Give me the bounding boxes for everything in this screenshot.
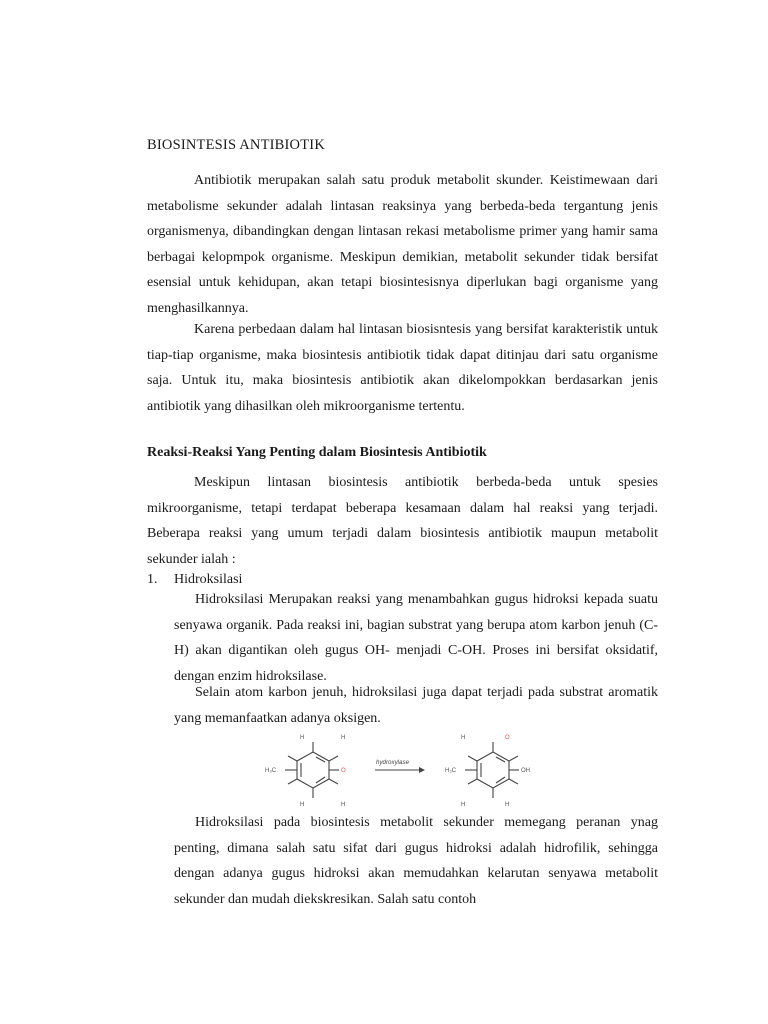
list-item-title: Hidroksilasi: [174, 572, 243, 587]
hydroxylation-paragraph-2: Selain atom karbon jenuh, hidroksilasi juga dapat terjadi pada substrat aromatik yang memanfaatkan adanya oksigen.: [174, 685, 658, 726]
product-atoms: [445, 735, 530, 808]
hydroxylation-paragraph-1: Hidroksilasi Merupakan reaksi yang menambahkan gugus hidroksi kepada suatu senyawa organik. Pada reaksi ini, bagian substrat yang berupa atom karbon jenuh (C-H) akan digantikan oleh gugus OH- menjadi C-OH. Proses ini bersifat oksidatif, dengan enzim hidroksilase.: [174, 592, 658, 684]
enzyme-label: hydroxylase: [376, 759, 410, 766]
product-h-bottom-right: H: [505, 802, 510, 808]
list-item-number: 1.: [147, 572, 158, 587]
reactant-benzene-ring: [285, 742, 339, 798]
reaction-arrow: [375, 759, 425, 773]
reactant-h-top-left: H: [300, 735, 305, 741]
product-benzene-ring: [465, 742, 519, 798]
reactant-h-top-right: H: [341, 735, 346, 741]
document-title: BIOSINTESIS ANTIBIOTIK: [147, 137, 325, 153]
section-heading: Reaksi-Reaksi Yang Penting dalam Biosintesis Antibiotik: [147, 445, 487, 460]
hydroxylation-reaction-diagram: [255, 730, 555, 810]
product-h-top-left: H: [461, 735, 466, 741]
reactant-atoms: [265, 735, 346, 808]
product-h-bottom-left: H: [461, 802, 466, 808]
reactant-h-bottom-right: H: [341, 802, 346, 808]
intro-paragraph-1: Antibiotik merupakan salah satu produk metabolit skunder. Keistimewaan dari metabolisme sekunder adalah lintasan reaksinya yang berbeda-beda tergantung jenis organismenya, dibandingkan dengan lintasan rekasi metabolisme primer yang hamir sama berbagai kelopmpok organisme. Meskipun demikian, metabolit sekunder tidak bersifat esensial untuk kehidupan, akan tetapi biosintesisnya diperlukan bagi organisme yang menghasilkannya.: [147, 173, 658, 316]
product-hydroxyl: OH: [521, 768, 530, 774]
section-paragraph: Meskipun lintasan biosintesis antibiotik berbeda-beda untuk spesies mikroorganisme, tetapi terdapat beberapa kesamaan dalam hal reaksi yang terjadi. Beberapa reaksi yang umum terjadi dalam biosintesis antibiotik maupun metabolit sekunder ialah :: [147, 475, 658, 567]
reactant-methyl: H₃C: [265, 768, 277, 774]
hydroxylation-paragraph-3: Hidroksilasi pada biosintesis metabolit sekunder memegang peranan ynag penting, dimana salah satu sifat dari gugus hidroksi adalah hidrofilik, sehingga dengan adanya gugus hidroksi akan memudahkan kelarutan senyawa metabolit sekunder dan mudah diekskresikan. Salah satu contoh: [174, 815, 658, 907]
reactant-oxygen: O: [341, 768, 346, 774]
product-oxygen: O: [505, 735, 510, 741]
product-methyl: H₃C: [445, 768, 457, 774]
reactant-h-bottom-left: H: [300, 802, 305, 808]
intro-paragraph-2: Karena perbedaan dalam hal lintasan biosisntesis yang bersifat karakteristik untuk tiap-tiap organisme, maka biosintesis antibiotik tidak dapat ditinjau dari satu organisme saja. Untuk itu, maka biosintesis antibiotik akan dikelompokkan berdasarkan jenis antibiotik yang dihasilkan oleh mikroorganisme tertentu.: [147, 322, 658, 414]
